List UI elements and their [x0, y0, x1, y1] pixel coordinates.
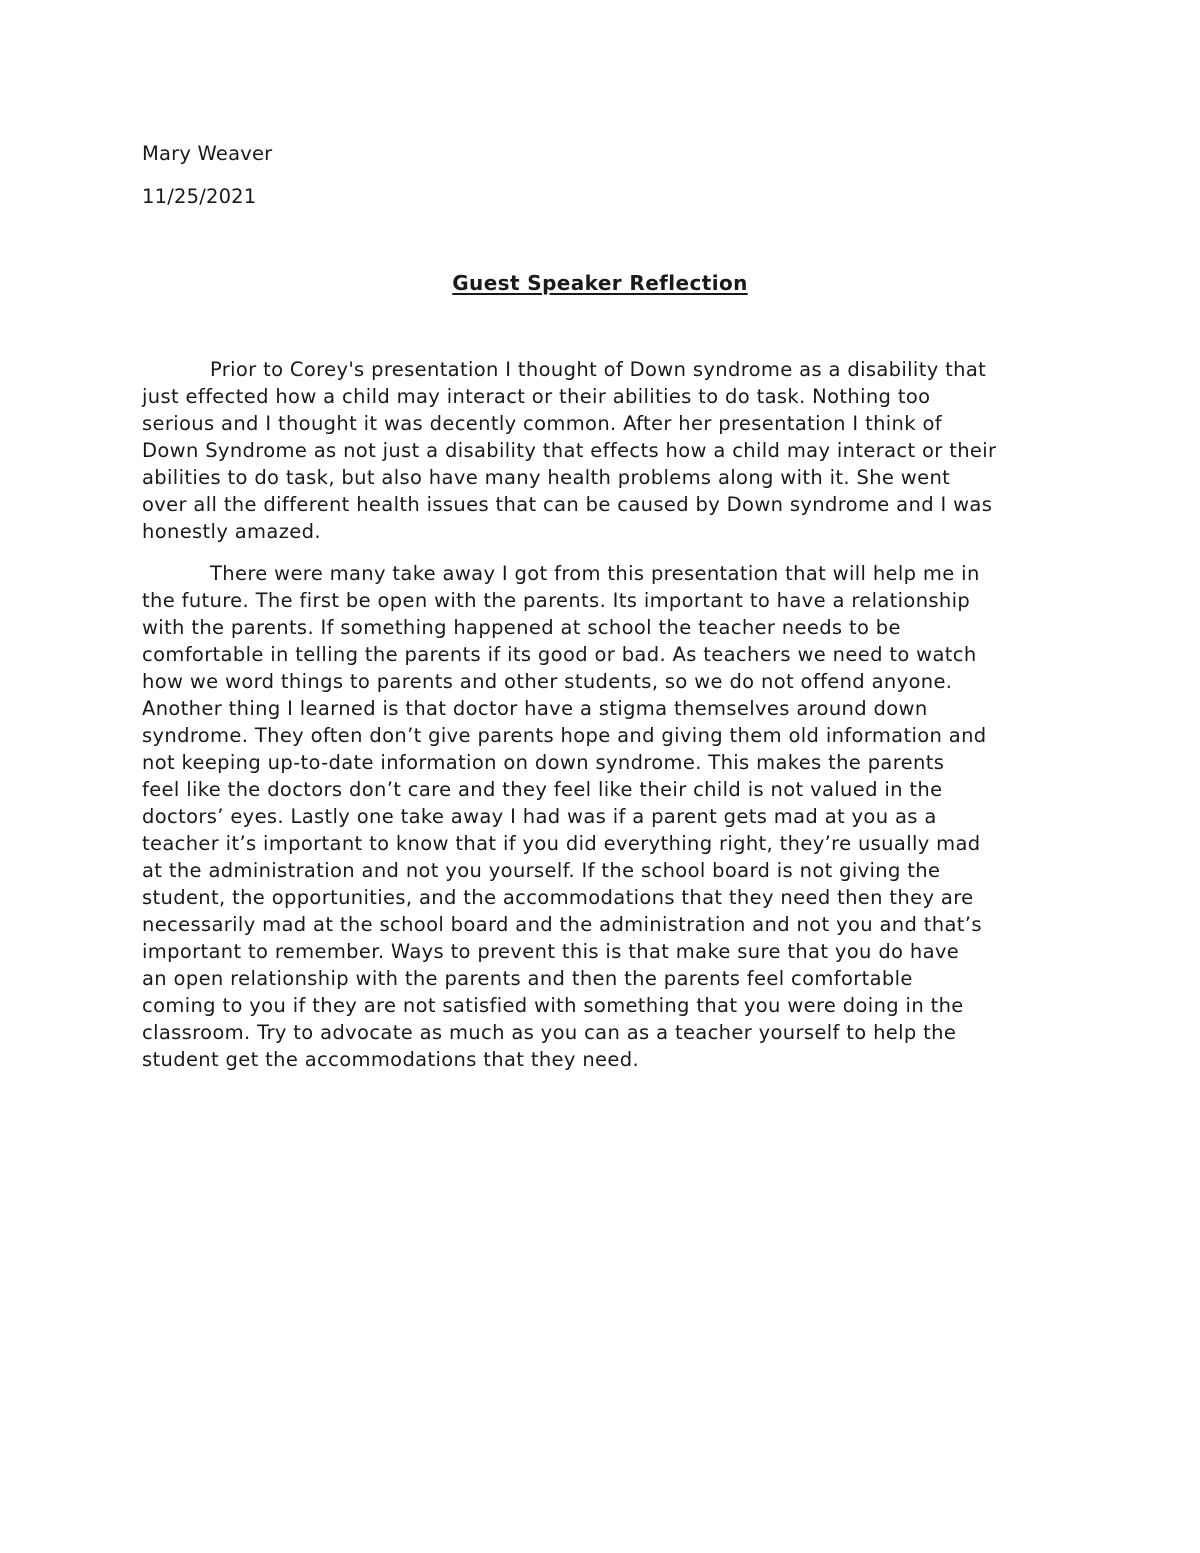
paragraph-1-line: Prior to Corey's presentation I thought of Down syndrome as a disability that: [210, 358, 987, 381]
author-name: Mary Weaver: [142, 142, 273, 165]
paragraph-2-line: an open relationship with the parents and then the parents feel comfortable: [142, 967, 913, 990]
paragraph-2-line: comfortable in telling the parents if its good or bad. As teachers we need to watch: [142, 643, 977, 666]
paragraph-2-line: student get the accommodations that they need.: [142, 1048, 640, 1071]
paragraph-1-line: over all the different health issues that can be caused by Down syndrome and I was: [142, 493, 993, 516]
paragraph-2-line: There were many take away I got from this presentation that will help me in: [210, 562, 980, 585]
paragraph-2-line: syndrome. They often don’t give parents hope and giving them old information and: [142, 724, 987, 747]
paragraph-2-line: doctors’ eyes. Lastly one take away I had was if a parent gets mad at you as a: [142, 805, 937, 828]
paragraph-2-line: important to remember. Ways to prevent this is that make sure that you do have: [142, 940, 960, 963]
paragraph-1-line: honestly amazed.: [142, 520, 321, 543]
paragraph-2-line: Another thing I learned is that doctor have a stigma themselves around down: [142, 697, 928, 720]
document-title-container: [0, 269, 1200, 297]
paragraph-1-line: abilities to do task, but also have many health problems along with it. She went: [142, 466, 951, 489]
paragraph-2-line: not keeping up-to-date information on down syndrome. This makes the parents: [142, 751, 945, 774]
document-date: 11/25/2021: [142, 185, 257, 208]
paragraph-1-line: serious and I thought it was decently common. After her presentation I think of: [142, 412, 942, 435]
paragraph-2-line: coming to you if they are not satisfied with something that you were doing in the: [142, 994, 964, 1017]
paragraph-2-line: how we word things to parents and other students, so we do not offend anyone.: [142, 670, 953, 693]
paragraph-2-line: student, the opportunities, and the accommodations that they need then they are: [142, 886, 974, 909]
paragraph-2-line: classroom. Try to advocate as much as you can as a teacher yourself to help the: [142, 1021, 957, 1044]
paragraph-2-line: teacher it’s important to know that if you did everything right, they’re usually mad: [142, 832, 981, 855]
paragraph-1-line: just effected how a child may interact or their abilities to do task. Nothing too: [142, 385, 931, 408]
paragraph-2-line: with the parents. If something happened at school the teacher needs to be: [142, 616, 901, 639]
paragraph-2-line: the future. The first be open with the parents. Its important to have a relationship: [142, 589, 971, 612]
paragraph-1-line: Down Syndrome as not just a disability that effects how a child may interact or their: [142, 439, 997, 462]
paragraph-2-line: at the administration and not you yourself. If the school board is not giving the: [142, 859, 941, 882]
paragraph-2: [142, 560, 1062, 1073]
paragraph-2-line: feel like the doctors don’t care and they feel like their child is not valued in the: [142, 778, 943, 801]
paragraph-1: [142, 356, 1062, 545]
document-title: Guest Speaker Reflection: [452, 271, 748, 295]
paragraph-2-line: necessarily mad at the school board and the administration and not you and that’s: [142, 913, 982, 936]
